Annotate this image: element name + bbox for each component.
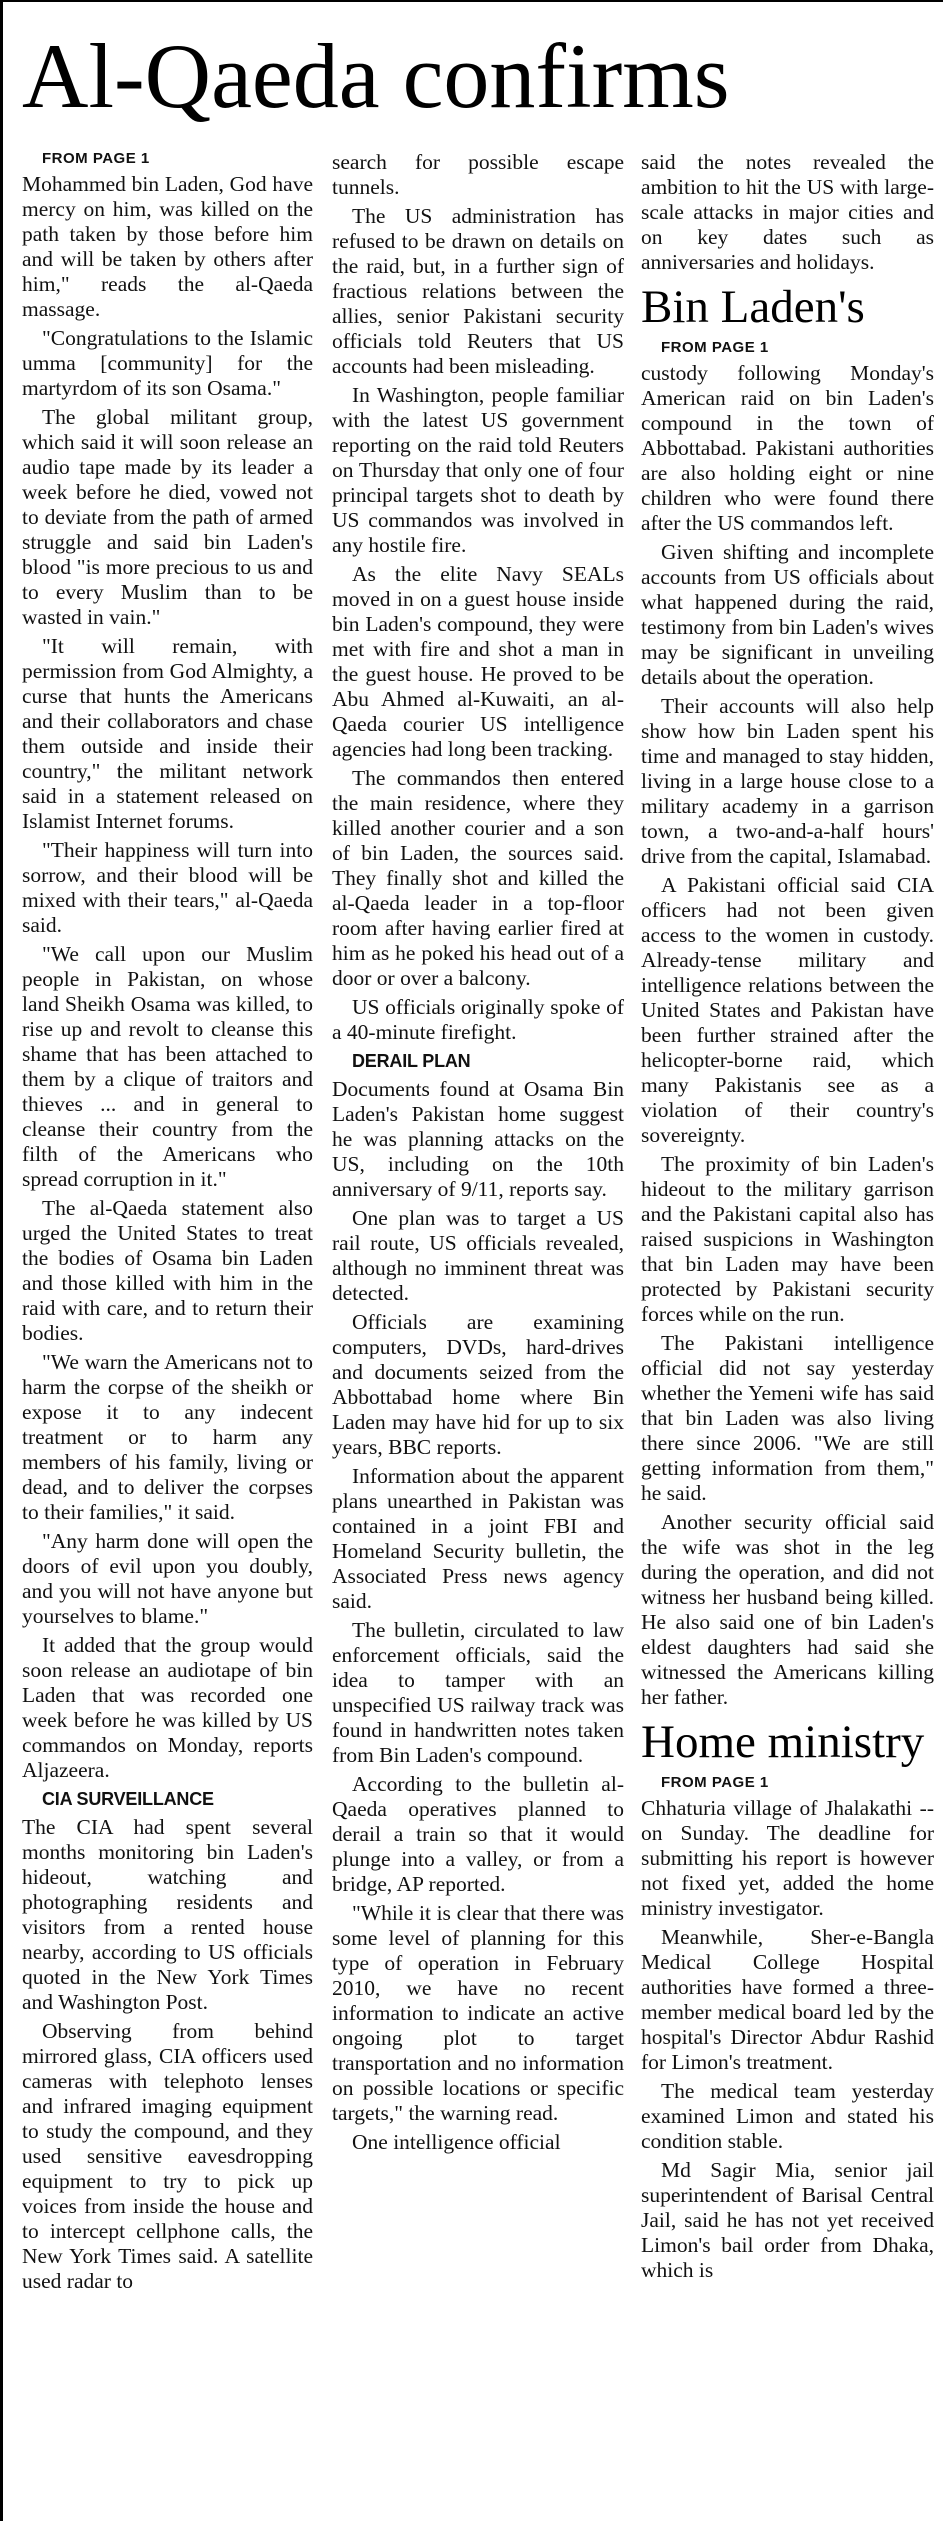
paragraph: In Washington, people familiar with the latest US government reporting on the raid told Reuters on Thursday that only one of four principal targets shot to death by US commandos was involved in any hostile fire. — [332, 383, 624, 557]
paragraph: The al-Qaeda statement also urged the United States to treat the bodies of Osama bin Laden and those killed with him in the raid with care, and to return their bodies. — [22, 1196, 313, 1345]
paragraph: "While it is clear that there was some level of planning for this type of operation in February 2010, we have no recent information to indicate an active ongoing plot to target transportation and no information on possible locations or specific targets," the warning read. — [332, 1901, 624, 2125]
left-rule — [0, 0, 3, 2521]
paragraph: "Any harm done will open the doors of evil upon you doubly, and you will not have anyone but yourselves to blame." — [22, 1529, 313, 1628]
kicker: FROM PAGE 1 — [42, 150, 150, 167]
paragraph: "We call upon our Muslim people in Pakistan, on whose land Sheikh Osama was killed, to rise up and revolt to cleanse this shame that has been attached to them by a clique of traitors and thieves ... and in general to cleanse their country from the filth of the Americans who spread corruption in it." — [22, 942, 313, 1191]
paragraph: The global militant group, which said it will soon release an audio tape made by its leader a week before he died, vowed not to deviate from the path of armed struggle and said bin Laden's blood "is more precious to us and to every Muslim than to be wasted in vain." — [22, 405, 313, 629]
section-heading-home-ministry: Home ministry — [641, 1716, 925, 1768]
subhead-derail-plan: DERAIL PLAN — [352, 1051, 471, 1071]
paragraph: Officials are examining computers, DVDs, hard-drives and documents seized from the Abbottabad home where Bin Laden may have hid for up to six years, BBC reports. — [332, 1310, 624, 1459]
paragraph: Another security official said the wife was shot in the leg during the operation, and did not witness her husband being killed. He also said one of bin Laden's eldest daughters had said she witnessed the Americans killing her father. — [641, 1510, 934, 1709]
paragraph: custody following Monday's American raid on bin Laden's compound in the town of Abbottabad. Pakistani authorities are also holding eight or nine children who were found there after the US commandos left. — [641, 361, 934, 535]
paragraph: Observing from behind mirrored glass, CIA officers used cameras with telephoto lenses and infrared imaging equipment to study the compound, and they used sensitive eavesdropping equipment to try to pick up voices from inside the house and to intercept cellphone calls, the New York Times said. A satellite used radar to — [22, 2019, 313, 2293]
paragraph: As the elite Navy SEALs moved in on a guest house inside bin Laden's compound, they were met with fire and shot a man in the guest house. He proved to be Abu Ahmed al-Kuwaiti, an al-Qaeda courier US intelligence agencies had long been tracking. — [332, 562, 624, 761]
paragraph: Mohammed bin Laden, God have mercy on him, was killed on the path taken by those before him and will be taken by others after him," reads the al-Qaeda massage. — [22, 172, 313, 321]
paragraph: Documents found at Osama Bin Laden's Pakistan home suggest he was planning attacks on the US, including on the 10th anniversary of 9/11, reports say. — [332, 1077, 624, 1201]
paragraph: Meanwhile, Sher-e-Bangla Medical College Hospital authorities have formed a three-member medical board led by the hospital's Director Abdur Rashid for Limon's treatment. — [641, 1925, 934, 2074]
paragraph: Their accounts will also help show how bin Laden spent his time and managed to stay hidden, living in a large house close to a military academy in a garrison town, a two-and-a-half hours' drive from the capital, Islamabad. — [641, 694, 934, 868]
paragraph: One plan was to target a US rail route, US officials revealed, although no imminent threat was detected. — [332, 1206, 624, 1305]
paragraph: Md Sagir Mia, senior jail superintendent of Barisal Central Jail, said he has not yet received Limon's bail order from Dhaka, which is — [641, 2158, 934, 2282]
paragraph: According to the bulletin al-Qaeda operatives planned to derail a train so that it would plunge into a valley, or from a bridge, AP reported. — [332, 1772, 624, 1896]
paragraph: "Congratulations to the Islamic umma [community] for the martyrdom of its son Osama." — [22, 326, 313, 400]
paragraph: US officials originally spoke of a 40-minute firefight. — [332, 995, 624, 1044]
paragraph: A Pakistani official said CIA officers had not been given access to the women in custody. Already-tense military and intelligence relations between the United States and Pakistan have been further strained after the helicopter-borne raid, which many Pakistanis see as a violation of their country's sovereignty. — [641, 873, 934, 1147]
column-3 — [641, 150, 934, 2521]
paragraph: "Their happiness will turn into sorrow, and their blood will be mixed with their tears," al-Qaeda said. — [22, 838, 313, 937]
paragraph: The US administration has refused to be drawn on details on the raid, but, in a further sign of fractious relations between the allies, senior Pakistani security officials told Reuters that US accounts had been misleading. — [332, 204, 624, 378]
paragraph: Chhaturia village of Jhalakathi -- on Sunday. The deadline for submitting his report is however not fixed yet, added the home ministry investigator. — [641, 1796, 934, 1920]
top-rule — [0, 0, 943, 2]
paragraph: Given shifting and incomplete accounts from US officials about what happened during the raid, testimony from bin Laden's wives may be significant in unveiling details about the operation. — [641, 540, 934, 689]
paragraph: The medical team yesterday examined Limon and stated his condition stable. — [641, 2079, 934, 2153]
paragraph: "It will remain, with permission from God Almighty, a curse that hunts the Americans and their collaborators and chase them outside and inside their country," the militant network said in a statement released on Islamist Internet forums. — [22, 634, 313, 833]
column-1 — [22, 150, 313, 2521]
paragraph: search for possible escape tunnels. — [332, 150, 624, 199]
headline: Al-Qaeda confirms — [22, 25, 730, 127]
paragraph: The proximity of bin Laden's hideout to the military garrison and the Pakistani capital also has raised suspicions in Washington that bin Laden may have been protected by Pakistani security forces while on the run. — [641, 1152, 934, 1326]
paragraph: Information about the apparent plans unearthed in Pakistan was contained in a joint FBI and Homeland Security bulletin, the Associated Press news agency said. — [332, 1464, 624, 1613]
paragraph: The bulletin, circulated to law enforcement officials, said the idea to tamper with an unspecified US railway track was found in handwritten notes taken from Bin Laden's compound. — [332, 1618, 624, 1767]
section-heading-bin-ladens: Bin Laden's — [641, 281, 865, 333]
paragraph: The CIA had spent several months monitoring bin Laden's hideout, watching and photographing residents and visitors from a rented house nearby, according to US officials quoted in the New York Times and Washington Post. — [22, 1815, 313, 2014]
subhead-cia-surveillance: CIA SURVEILLANCE — [42, 1789, 214, 1809]
kicker: FROM PAGE 1 — [661, 1774, 769, 1791]
paragraph: said the notes revealed the ambition to hit the US with large-scale attacks in major cities and on key dates such as anniversaries and holidays. — [641, 150, 934, 274]
paragraph: "We warn the Americans not to harm the corpse of the sheikh or expose it to any indecent treatment or to harm any members of his family, living or dead, and to deliver the corpses to their families," it said. — [22, 1350, 313, 1524]
column-2 — [332, 150, 624, 2521]
paragraph: The Pakistani intelligence official did not say yesterday whether the Yemeni wife has said that bin Laden was also living there since 2006. "We are still getting information from them," he said. — [641, 1331, 934, 1505]
paragraph: The commandos then entered the main residence, where they killed another courier and a son of bin Laden, the sources said. They finally shot and killed the al-Qaeda leader in a top-floor room after having earlier fired at him as he poked his head out of a door or over a balcony. — [332, 766, 624, 990]
paragraph: One intelligence official — [352, 2130, 561, 2154]
paragraph: It added that the group would soon release an audiotape of bin Laden that was recorded one week before he was killed by US commandos on Monday, reports Aljazeera. — [22, 1633, 313, 1782]
kicker: FROM PAGE 1 — [661, 339, 769, 356]
